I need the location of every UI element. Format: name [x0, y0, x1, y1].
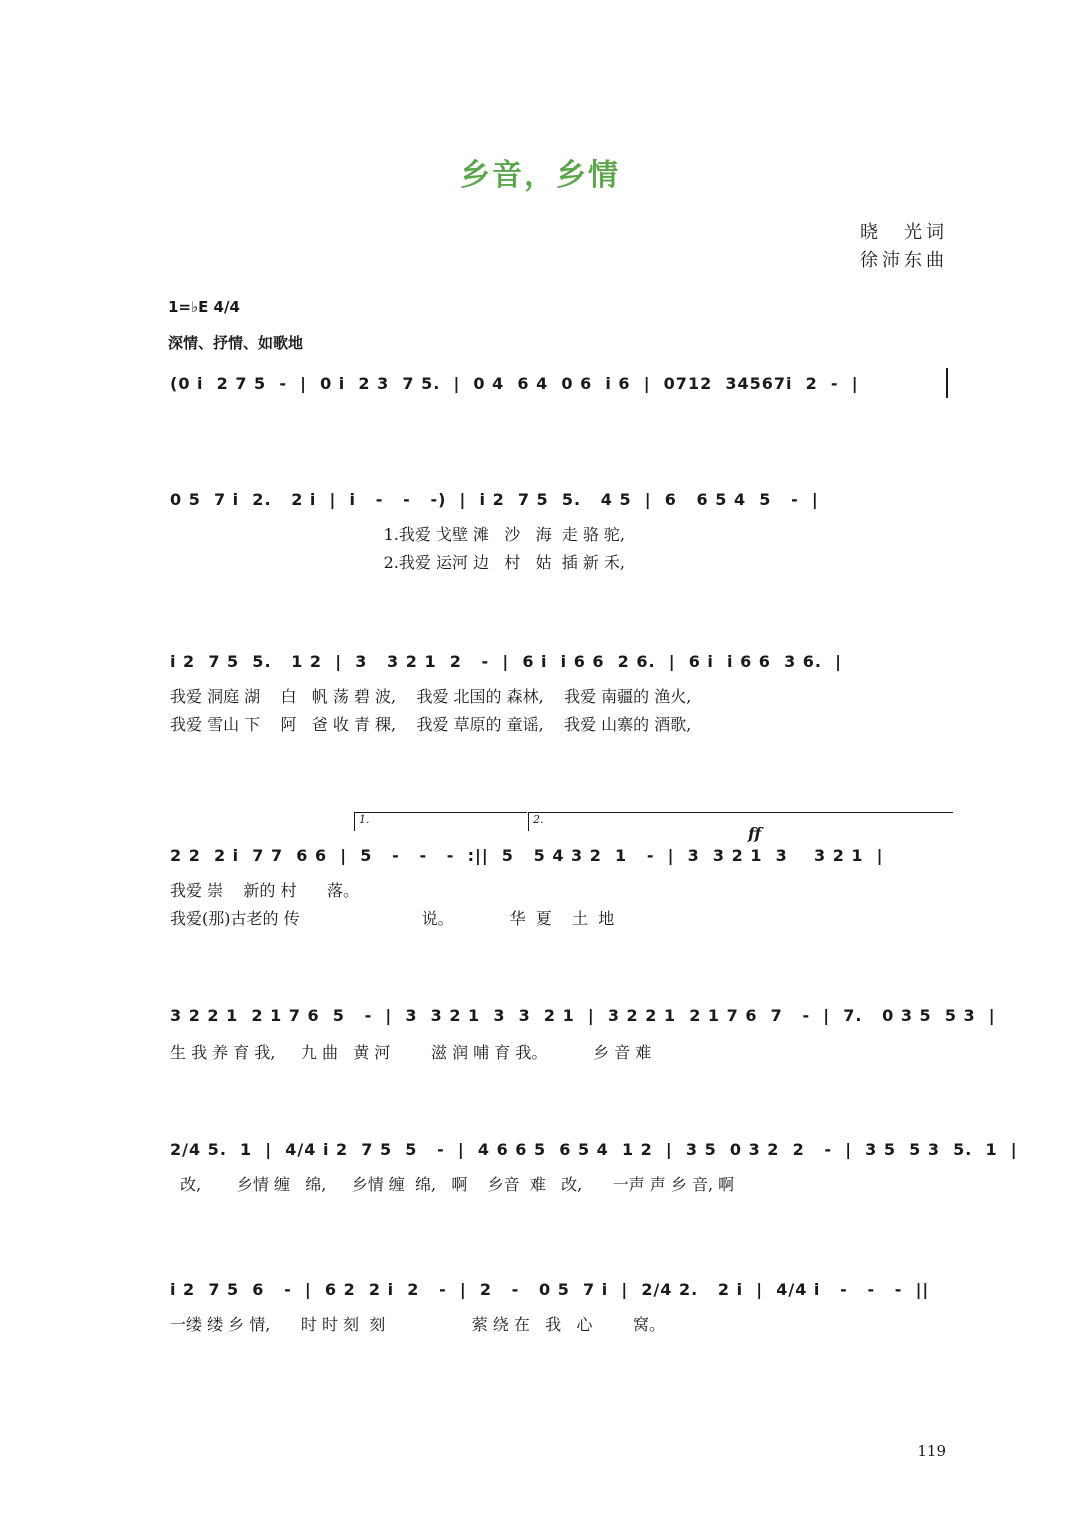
first-ending-bracket: 1.: [354, 812, 527, 831]
tempo-marking: 深情、抒情、如歌地: [168, 334, 304, 352]
lyrics-verse-1: 我爱 洞庭 湖 白 帆 荡 碧 波, 我爱 北国的 森林, 我爱 南疆的 渔火,: [170, 687, 692, 706]
lyrics-verse-1: 1.我爱 戈壁 滩 沙 海 走 骆 驼,: [170, 525, 625, 544]
lyrics-verse-1: 生 我 养 育 我, 九 曲 黄 河 滋 润 哺 育 我。 乡 音 难: [170, 1043, 652, 1062]
barline: [946, 368, 948, 398]
lyrics-verse-1: 改, 乡情 缠 绵, 乡情 缠 绵, 啊 乡音 难 改, 一声 声 乡 音, 啊: [170, 1175, 735, 1194]
key-signature: 1=♭E 4/4: [168, 298, 240, 316]
page-number: 119: [917, 1442, 946, 1460]
lyrics-verse-2: 我爱 雪山 下 阿 爸 收 青 稞, 我爱 草原的 童谣, 我爱 山寨的 酒歌,: [170, 715, 692, 734]
lyrics-verse-2: 我爱(那)古老的 传 说。 华 夏 土 地: [170, 909, 615, 928]
composer-credit: 徐沛东曲: [860, 250, 948, 271]
music-row: (0 i 2 7 5 - | 0 i 2 3 7 5. | 0 4 6 4 0 6 i 6 | 0712 34567i 2 - |: [170, 374, 859, 393]
lyrics-verse-1: 一缕 缕 乡 情, 时 时 刻 刻 萦 绕 在 我 心 窝。: [170, 1315, 666, 1334]
fortissimo-marking: ff: [748, 824, 762, 843]
music-row: i 2 7 5 5. 1 2 | 3 3 2 1 2 - | 6 i i 6 6 2 6. | 6 i i 6 6 3 6. |: [170, 652, 842, 671]
lyrics-verse-1: 我爱 崇 新的 村 落。: [170, 881, 360, 900]
lyricist-credit: 晓 光词: [860, 222, 948, 243]
music-row: i 2 7 5 6 - | 6 2 2 i 2 - | 2 - 0 5 7 i | 2/4 2. 2 i | 4/4 i - - - ||: [170, 1280, 930, 1299]
song-title: 乡音，乡情: [460, 158, 620, 193]
music-row: 0 5 7 i 2. 2 i | i - - -) | i 2 7 5 5. 4 5 | 6 6 5 4 5 - |: [170, 490, 819, 509]
music-row: 2 2 2 i 7 7 6 6 | 5 - - - :|| 5 5 4 3 2 1 - | 3 3 2 1 3 3 2 1 |: [170, 846, 884, 865]
lyrics-verse-2: 2.我爱 运河 边 村 姑 插 新 禾,: [170, 553, 625, 572]
second-ending-bracket: 2.: [528, 812, 953, 831]
music-row: 3 2 2 1 2 1 7 6 5 - | 3 3 2 1 3 3 2 1 | 3 2 2 1 2 1 7 6 7 - | 7. 0 3 5 5 3 |: [170, 1006, 996, 1025]
music-row: 2/4 5. 1 | 4/4 i 2 7 5 5 - | 4 6 6 5 6 5 4 1 2 | 3 5 0 3 2 2 - | 3 5 5 3 5. 1 |: [170, 1140, 1018, 1159]
